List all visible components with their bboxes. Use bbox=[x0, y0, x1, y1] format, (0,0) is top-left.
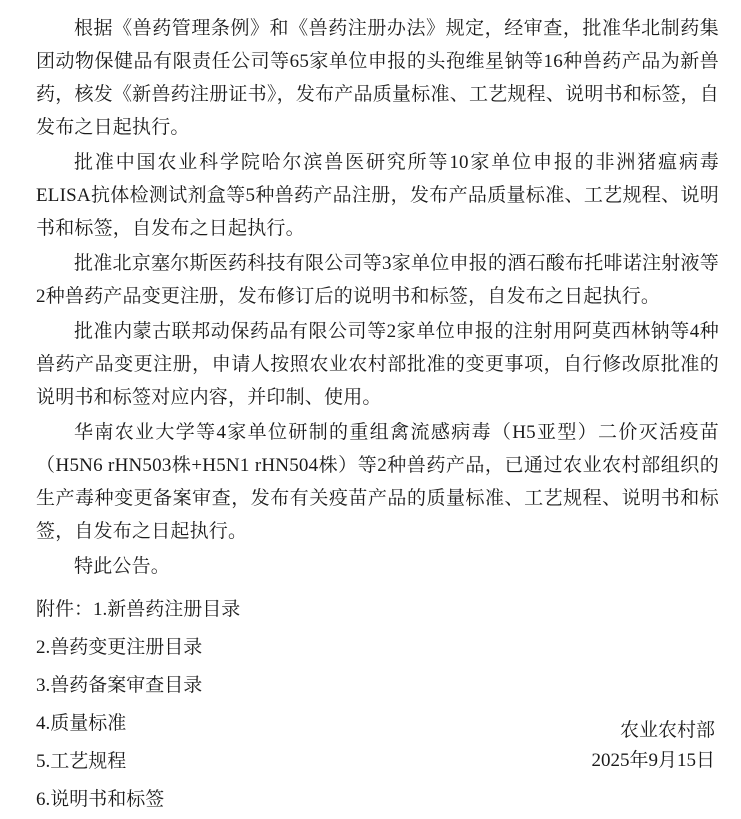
paragraph-3: 批准北京塞尔斯医药科技有限公司等3家单位申报的酒石酸布托啡诺注射液等2种兽药产品变更注册，发布修订后的说明书和标签，自发布之日起执行。 bbox=[36, 253, 719, 307]
paragraph-6: 特此公告。 bbox=[74, 556, 171, 577]
paragraph-4: 批准内蒙古联邦动保药品有限公司等2家单位申报的注射用阿莫西林钠等4种兽药产品变更注册，申请人按照农业农村部批准的变更事项，自行修改原批准的说明书和标签对应内容，并印制、使用。 bbox=[36, 321, 719, 408]
attachment-item-5: 5.工艺规程 bbox=[36, 751, 127, 772]
attachment-item-3: 3.兽药备案审查目录 bbox=[36, 675, 203, 696]
signature-block bbox=[591, 716, 715, 776]
attachment-item-6: 6.说明书和标签 bbox=[36, 789, 165, 810]
signature-date: 2025年9月15日 bbox=[591, 750, 715, 771]
attachment-item-1: 附件：1.新兽药注册目录 bbox=[36, 599, 241, 620]
attachment-item-2: 2.兽药变更注册目录 bbox=[36, 637, 203, 658]
signature-issuer: 农业农村部 bbox=[619, 720, 715, 741]
paragraph-2: 批准中国农业科学院哈尔滨兽医研究所等10家单位申报的非洲猪瘟病毒ELISA抗体检测试剂盒等5种兽药产品注册，发布产品质量标准、工艺规程、说明书和标签，自发布之日起执行。 bbox=[36, 152, 719, 239]
paragraph-5: 华南农业大学等4家单位研制的重组禽流感病毒（H5亚型）二价灭活疫苗（H5N6 rHN503株+H5N1 rHN504株）等2种兽药产品，已通过农业农村部组织的生产毒种变更备案审查，发布有关疫苗产品的质量标准、工艺规程、说明书和标签，自发布之日起执行。 bbox=[36, 422, 719, 542]
attachment-item-4: 4.质量标准 bbox=[36, 713, 127, 734]
paragraph-1: 根据《兽药管理条例》和《兽药注册办法》规定，经审查，批准华北制药集团动物保健品有限责任公司等65家单位申报的头孢维星钠等16种兽药产品为新兽药，核发《新兽药注册证书》，发布产品质量标准、工艺规程、说明书和标签，自发布之日起执行。 bbox=[36, 18, 719, 138]
